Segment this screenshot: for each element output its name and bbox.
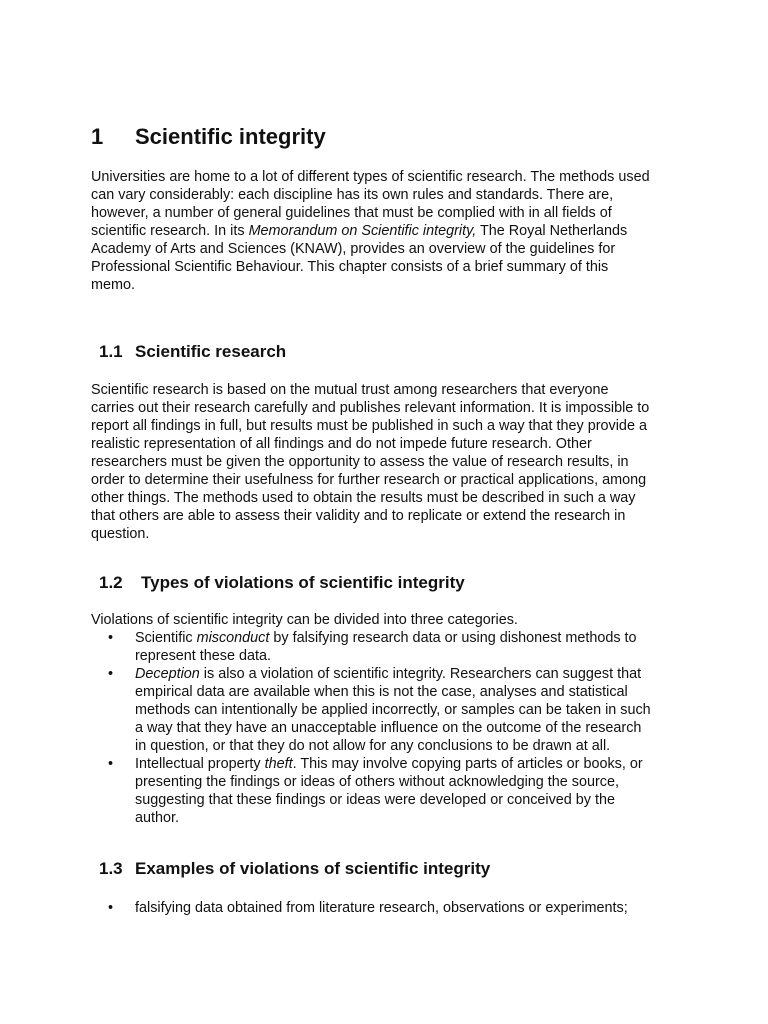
list-item <box>91 899 628 917</box>
text-line: Universities are home to a lot of different types of scientific research. The methods used <box>91 169 650 185</box>
text-line: Professional Scientific Behaviour. This chapter consists of a brief summary of this <box>91 259 609 275</box>
text-line: Scientific misconduct by falsifying research data or using dishonest methods to <box>135 630 637 646</box>
emphasis: Deception <box>135 666 200 682</box>
section-1-2-heading <box>99 573 465 593</box>
emphasis: Memorandum on Scientific integrity, <box>248 223 477 239</box>
violation-examples-list <box>91 899 628 917</box>
section-title: Scientific research <box>135 342 287 361</box>
emphasis: theft <box>264 756 293 772</box>
section-1-1-heading <box>99 342 286 362</box>
text-line: suggesting that these findings or ideas were developed or conceived by the <box>135 792 615 808</box>
text-line: other things. The methods used to obtain the results must be described in such a way <box>91 490 636 506</box>
list-item <box>91 755 651 827</box>
text-line: Intellectual property theft. This may involve copying parts of articles or books, or <box>135 756 643 772</box>
list-item <box>91 665 651 755</box>
text-line: carries out their research carefully and publishes relevant information. It is impossible to <box>91 400 650 416</box>
section-number: 1.2 <box>99 573 123 592</box>
text-line: a way that they have an unacceptable influence on the outcome of the research <box>135 720 642 736</box>
text-line: scientific research. In its Memorandum on Scientific integrity, The Royal Netherlands <box>91 223 628 239</box>
intro-paragraph <box>91 168 650 294</box>
text-line: memo. <box>91 277 135 293</box>
text-line: question. <box>91 526 150 542</box>
text-line: realistic representation of all findings and do not impede future research. Other <box>91 436 592 452</box>
text-line: however, a number of general guidelines that must be complied with in all fields of <box>91 205 612 221</box>
chapter-title: Scientific integrity <box>135 124 326 149</box>
section-1-3-heading <box>99 859 490 879</box>
text-line: report all findings in full, but results must be published in such a way that they provide a <box>91 418 647 434</box>
bullet-icon: • <box>108 630 114 646</box>
text-line: in question, or that they do not allow for any conclusions to be drawn at all. <box>135 738 611 754</box>
section-1-2-lead: Violations of scientific integrity can be divided into three categories. <box>91 612 518 628</box>
text-line: can vary considerably: each discipline has its own rules and standards. There are, <box>91 187 614 203</box>
text-line: represent these data. <box>135 648 272 664</box>
text-line: Deception is also a violation of scientific integrity. Researchers can suggest that <box>135 666 642 682</box>
section-number: 1.3 <box>99 859 123 878</box>
section-title: Examples of violations of scientific integrity <box>135 859 491 878</box>
text-line: presenting the findings or ideas of others without acknowledging the source, <box>135 774 619 790</box>
text-line: that others are able to assess their validity and to replicate or extend the research in <box>91 508 626 524</box>
bullet-icon: • <box>108 666 114 682</box>
text-line: order to determine their usefulness for further research or practical applications, among <box>91 472 647 488</box>
section-1-1-paragraph <box>91 381 649 543</box>
text-line: Academy of Arts and Sciences (KNAW), provides an overview of the guidelines for <box>91 241 616 257</box>
text-line: methods can intentionally be applied incorrectly, or samples can be taken in such <box>135 702 651 718</box>
violation-types-list <box>91 629 651 827</box>
section-title: Types of violations of scientific integrity <box>141 573 465 592</box>
list-item <box>91 629 651 665</box>
bullet-icon: • <box>108 900 114 916</box>
text-line: empirical data are available when this is not the case, analyses and statistical <box>135 684 628 700</box>
bullet-icon: • <box>108 756 114 772</box>
text-line: researchers must be given the opportunity to assess the value of research results, in <box>91 454 629 470</box>
emphasis: misconduct <box>196 630 270 646</box>
chapter-number: 1 <box>91 124 104 149</box>
text-line: falsifying data obtained from literature research, observations or experiments; <box>135 900 628 916</box>
chapter-heading <box>91 124 326 150</box>
section-number: 1.1 <box>99 342 123 361</box>
text-line: author. <box>135 810 180 826</box>
text-line: Scientific research is based on the mutual trust among researchers that everyone <box>91 382 609 398</box>
